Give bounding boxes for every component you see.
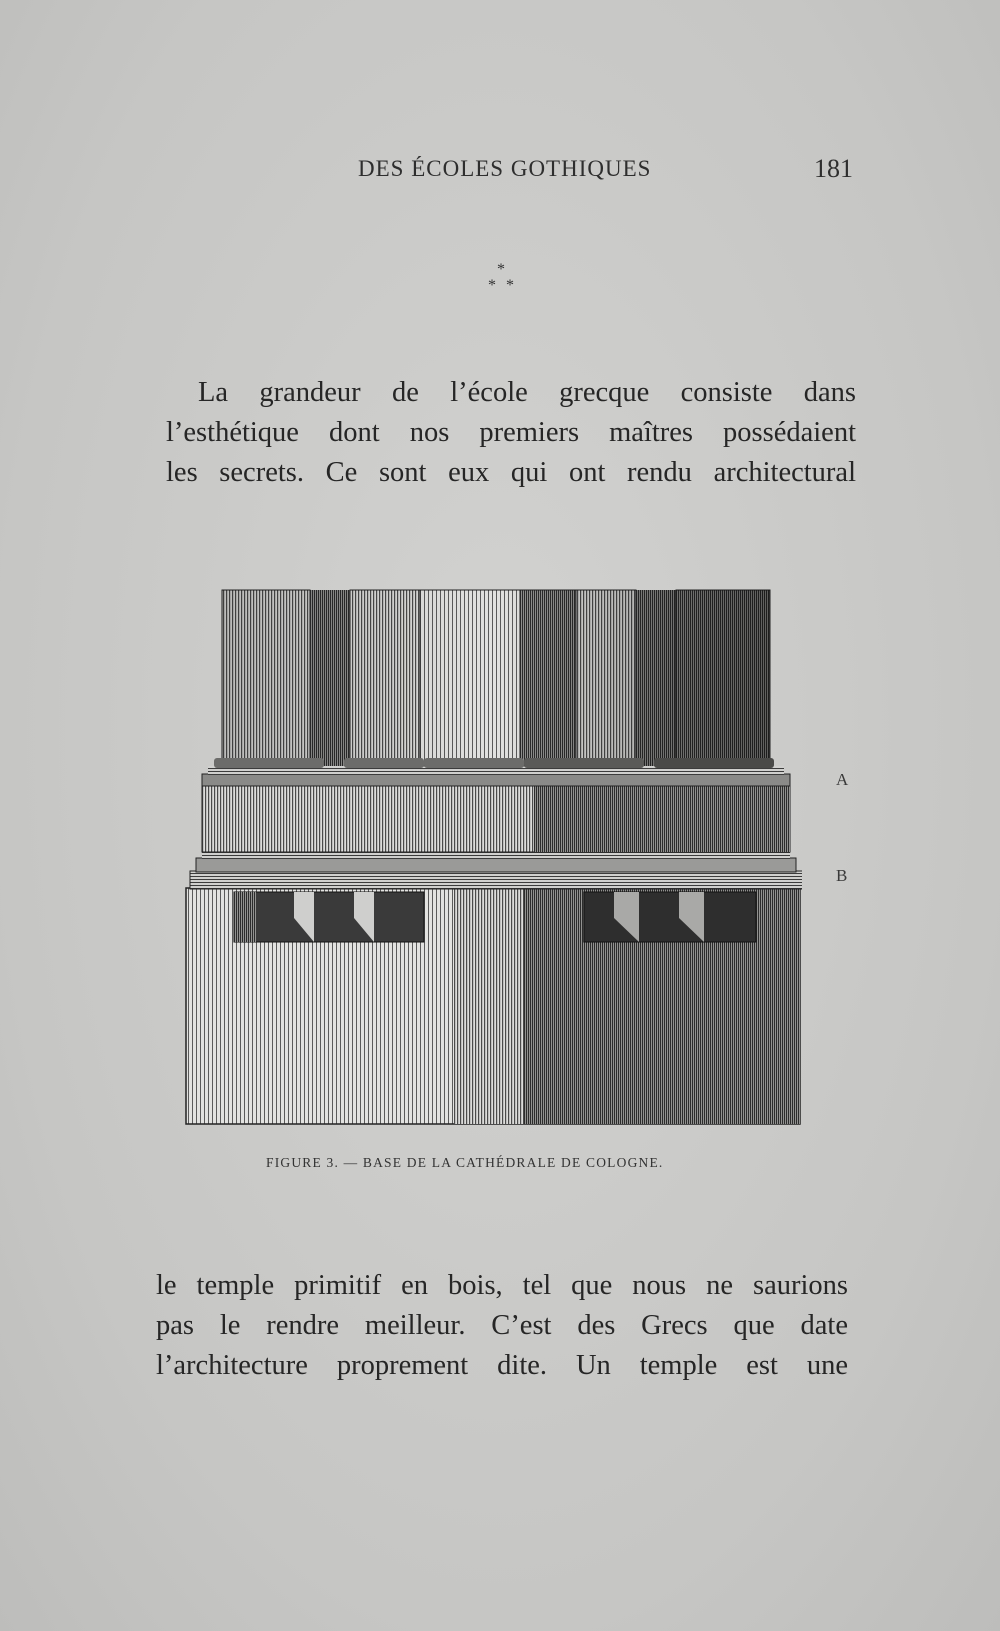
figure-label-b: B	[836, 866, 848, 885]
paragraph-top	[166, 373, 856, 493]
figure-label-a: A	[836, 770, 849, 789]
asterism-bottom-right: *	[506, 277, 514, 294]
running-title: DES ÉCOLES GOTHIQUES	[358, 156, 652, 181]
asterism-bottom-left: *	[488, 277, 496, 294]
paragraph-line: l’architecture proprement dite. Un temple est une	[156, 1350, 848, 1381]
paragraph-line: l’esthétique dont nos premiers maîtres possédaient	[166, 417, 856, 448]
page-number: 181	[814, 154, 853, 183]
asterism-ornament	[488, 262, 528, 302]
paragraph-line: le temple primitif en bois, tel que nous ne saurions	[156, 1270, 848, 1301]
paragraph-bottom	[156, 1266, 848, 1386]
paragraph-line: pas le rendre meilleur. C’est des Grecs que date	[156, 1310, 848, 1341]
engraving-illustration	[184, 588, 802, 1126]
figure-caption: FIGURE 3. — BASE DE LA CATHÉDRALE DE COLOGNE.	[266, 1155, 664, 1170]
asterism-top: *	[497, 261, 505, 278]
paragraph-line: les secrets. Ce sont eux qui ont rendu architectural	[166, 457, 856, 488]
paragraph-line: La grandeur de l’école grecque consiste dans	[198, 377, 856, 408]
engraving-column-base	[184, 588, 802, 1126]
